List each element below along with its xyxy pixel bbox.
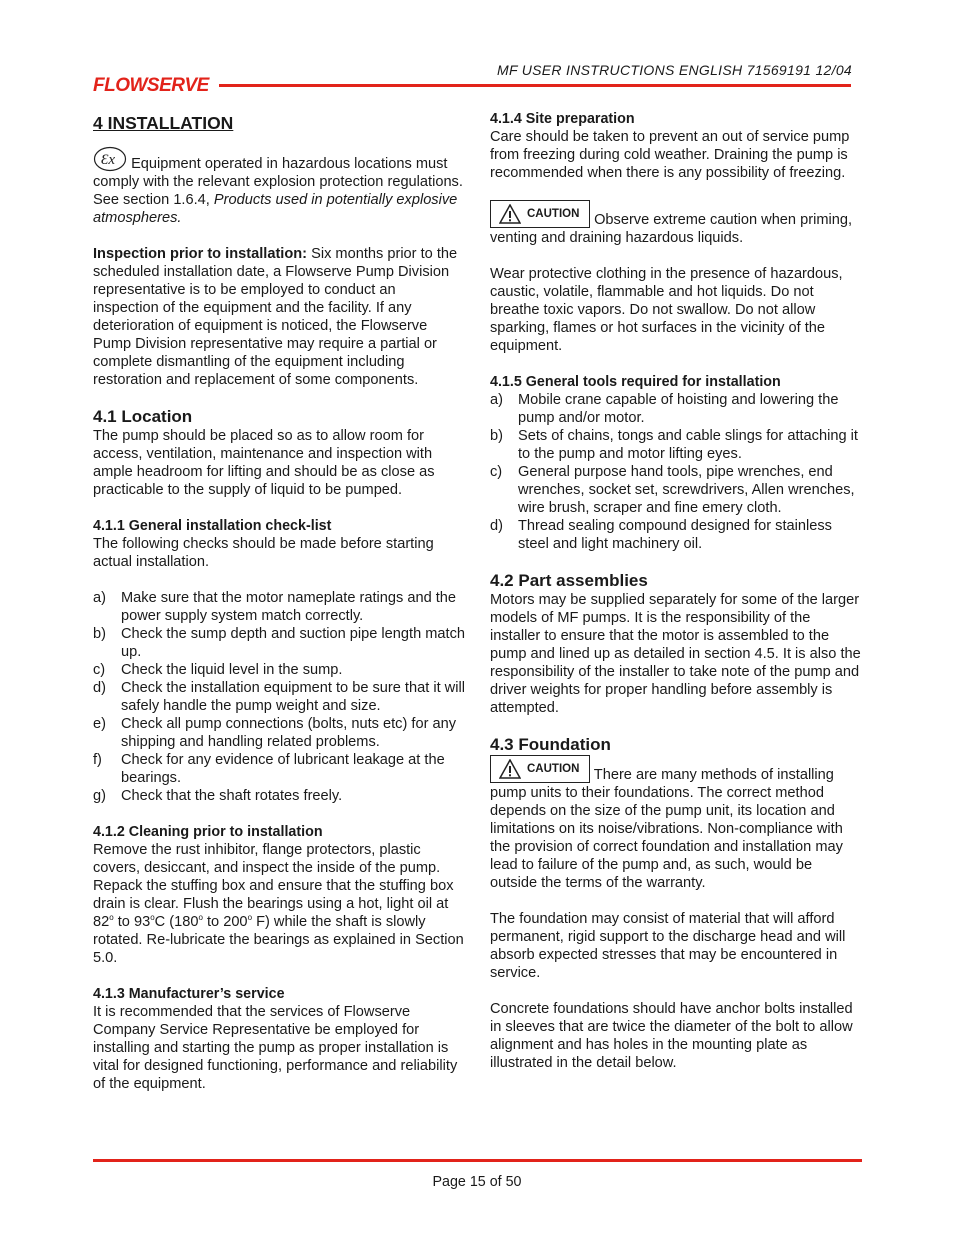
left-column: [93, 110, 465, 1093]
list-item: [93, 589, 465, 625]
cleaning-text-part: C (180: [154, 914, 199, 930]
list-item: [93, 715, 465, 751]
list-item-label: a): [93, 590, 106, 606]
list-item: [93, 751, 465, 787]
list-item: [490, 517, 862, 553]
inspection-text: Six months prior to the scheduled installation date, a Flowserve Pump Division representative is to be employed to conduct an inspection of the equipment and the facility. If any deterioration of equipment is noticed, the Flowserve Pump Division representative may require a partial or complete dismantling of the equipment including restoration and replacement of some components.: [93, 246, 458, 388]
caution-paragraph: [490, 200, 862, 247]
list-item-text: Mobile crane capable of hoisting and lowering the pump and/or motor.: [518, 392, 839, 426]
foundation-text: The foundation may consist of material that will afford permanent, rigid support to the discharge head and will absorb expected stresses that may be encountered in service.: [490, 911, 846, 981]
checklist-intro: The following checks should be made before starting actual installation.: [93, 536, 434, 570]
list-item-text: Thread sealing compound designed for stainless steel and light machinery oil.: [518, 518, 832, 552]
document-info: MF USER INSTRUCTIONS ENGLISH 71569191 12/04: [497, 62, 852, 78]
section-title: 4 INSTALLATION: [93, 113, 234, 133]
footer-rule: [93, 1159, 862, 1162]
list-item-label: a): [490, 392, 503, 408]
site-heading: 4.1.4 Site preparation: [490, 111, 635, 127]
page-number: Page 15 of 50: [432, 1174, 522, 1190]
ex-reference: Products used in potentially explosive atmospheres.: [93, 192, 458, 226]
svg-text:Ɛx: Ɛx: [101, 152, 116, 168]
caution-label: CAUTION: [527, 208, 580, 220]
cleaning-text-part: to 200: [202, 914, 248, 930]
cleaning-heading: 4.1.2 Cleaning prior to installation: [93, 824, 323, 840]
location-heading: 4.1 Location: [93, 407, 193, 426]
degree-mark: o: [247, 913, 253, 923]
foundation-caution-paragraph: [490, 755, 862, 892]
service-heading: 4.1.3 Manufacturer’s service: [93, 986, 285, 1002]
explosion-protection-icon: [93, 146, 127, 172]
ex-text: Equipment operated in hazardous locations must comply with the relevant explosion protection regulations. See section 1.6.4,: [93, 156, 463, 208]
list-item-label: b): [490, 428, 503, 444]
degree-mark: o: [198, 913, 203, 923]
list-item-label: f): [93, 752, 102, 768]
list-item-text: Check all pump connections (bolts, nuts etc) for any shipping and handling related problems.: [121, 716, 457, 750]
list-item: [93, 787, 465, 805]
cleaning-text: [93, 841, 465, 967]
parts-heading: 4.2 Part assemblies: [490, 571, 648, 590]
right-column: [490, 110, 862, 1072]
checklist-heading: 4.1.1 General installation check-list: [93, 518, 332, 534]
flowserve-logo: FLOWSERVE: [93, 75, 209, 96]
warning-triangle-icon: [499, 759, 521, 779]
list-item-text: Check that the shaft rotates freely.: [121, 788, 343, 804]
checklist: [93, 589, 465, 805]
location-text: The pump should be placed so as to allow room for access, ventilation, maintenance and inspection with ample headroom for lifting and should be as close as practicable to the supply of liquid to be pumped.: [93, 428, 435, 498]
list-item: [93, 625, 465, 661]
list-item-label: d): [93, 680, 106, 696]
foundation-text: Concrete foundations should have anchor bolts installed in sleeves that are twice the diameter of the bolt to allow alignment and has holes in the mounting plate as illustrated in the detail below.: [490, 1001, 853, 1071]
foundation-heading: 4.3 Foundation: [490, 735, 611, 754]
list-item-label: d): [490, 518, 503, 534]
list-item-text: Check the sump depth and suction pipe length match up.: [121, 626, 465, 660]
service-text: It is recommended that the services of Flowserve Company Service Representative be employed for installing and starting the pump as proper installation is vital for designed functioning, performance and reliability of the equipment.: [93, 1004, 458, 1092]
foundation-caution-text: There are many methods of installing pump units to their foundations. The correct method depends on the size of the pump unit, its location and limitations on its noise/vibrations. Non-compliance with the provision of correct foundation and installation may lead to failure of the pump and, as such, would be outside the terms of the warranty.: [490, 767, 843, 891]
list-item-label: g): [93, 788, 106, 804]
list-item-text: Make sure that the motor nameplate ratings and the power supply system match correctly.: [121, 590, 457, 624]
list-item-text: Check the installation equipment to be sure that it will safely handle the pump weight and size.: [121, 680, 465, 714]
cleaning-text-part: Remove the rust inhibitor, flange protectors, plastic covers, desiccant, and inspect the inside of the pump. Repack the stuffing box and ensure that the stuffing box drain is clear. Flush the bearings using a hot, light oil at 82: [93, 842, 454, 930]
list-item-label: c): [93, 662, 106, 678]
list-item-label: e): [93, 716, 106, 732]
list-item: [490, 463, 862, 517]
wear-text: Wear protective clothing in the presence of hazardous, caustic, volatile, flammable and hot liquids. Do not breathe toxic vapors. Do not swallow. Do not allow sparking, flames or hot surfaces in the vicinity of the equipment.: [490, 266, 843, 354]
parts-text: Motors may be supplied separately for some of the larger models of MF pumps. It is the responsibility of the installer to ensure that the motor is assembled to the pump and lined up as detailed in section 4.5. It is also the responsibility of the installer to take note of the pump and driver weights for proper handling before assembly is attempted.: [490, 592, 861, 716]
cleaning-text-part: F) while the shaft is slowly rotated. Re-lubricate the bearings as explained in Section 5.0.: [93, 914, 464, 966]
list-item-text: Check the liquid level in the sump.: [121, 662, 343, 678]
caution-label-box: [490, 200, 590, 228]
list-item: [490, 391, 862, 427]
list-item: [93, 679, 465, 715]
warning-triangle-icon: [499, 204, 521, 224]
header-rule: [219, 84, 851, 87]
list-item-label: c): [490, 464, 503, 480]
tools-list: [490, 391, 862, 553]
list-item-text: General purpose hand tools, pipe wrenches, end wrenches, socket set, screwdrivers, Allen wrenches, wire brush, scraper and fine emery cloth.: [518, 464, 855, 516]
tools-heading: 4.1.5 General tools required for installation: [490, 374, 781, 390]
ex-paragraph: [93, 146, 465, 227]
cleaning-text-part: to 93: [113, 914, 151, 930]
degree-mark: o: [150, 913, 155, 923]
list-item: [490, 427, 862, 463]
caution-label: CAUTION: [527, 763, 580, 775]
inspection-label: Inspection prior to installation:: [93, 246, 308, 262]
list-item-text: Check for any evidence of lubricant leakage at the bearings.: [121, 752, 445, 786]
caution-text: Observe extreme caution when priming, venting and draining hazardous liquids.: [490, 212, 853, 246]
caution-label-box: [490, 755, 590, 783]
inspection-paragraph: [93, 245, 465, 389]
list-item-label: b): [93, 626, 106, 642]
list-item: [93, 661, 465, 679]
degree-mark: o: [109, 913, 114, 923]
site-text: Care should be taken to prevent an out of service pump from freezing during cold weather. Draining the pump is recommended when there is any possibility of freezing.: [490, 129, 850, 181]
list-item-text: Sets of chains, tongs and cable slings for attaching it to the pump and motor lifting eyes.: [518, 428, 858, 462]
